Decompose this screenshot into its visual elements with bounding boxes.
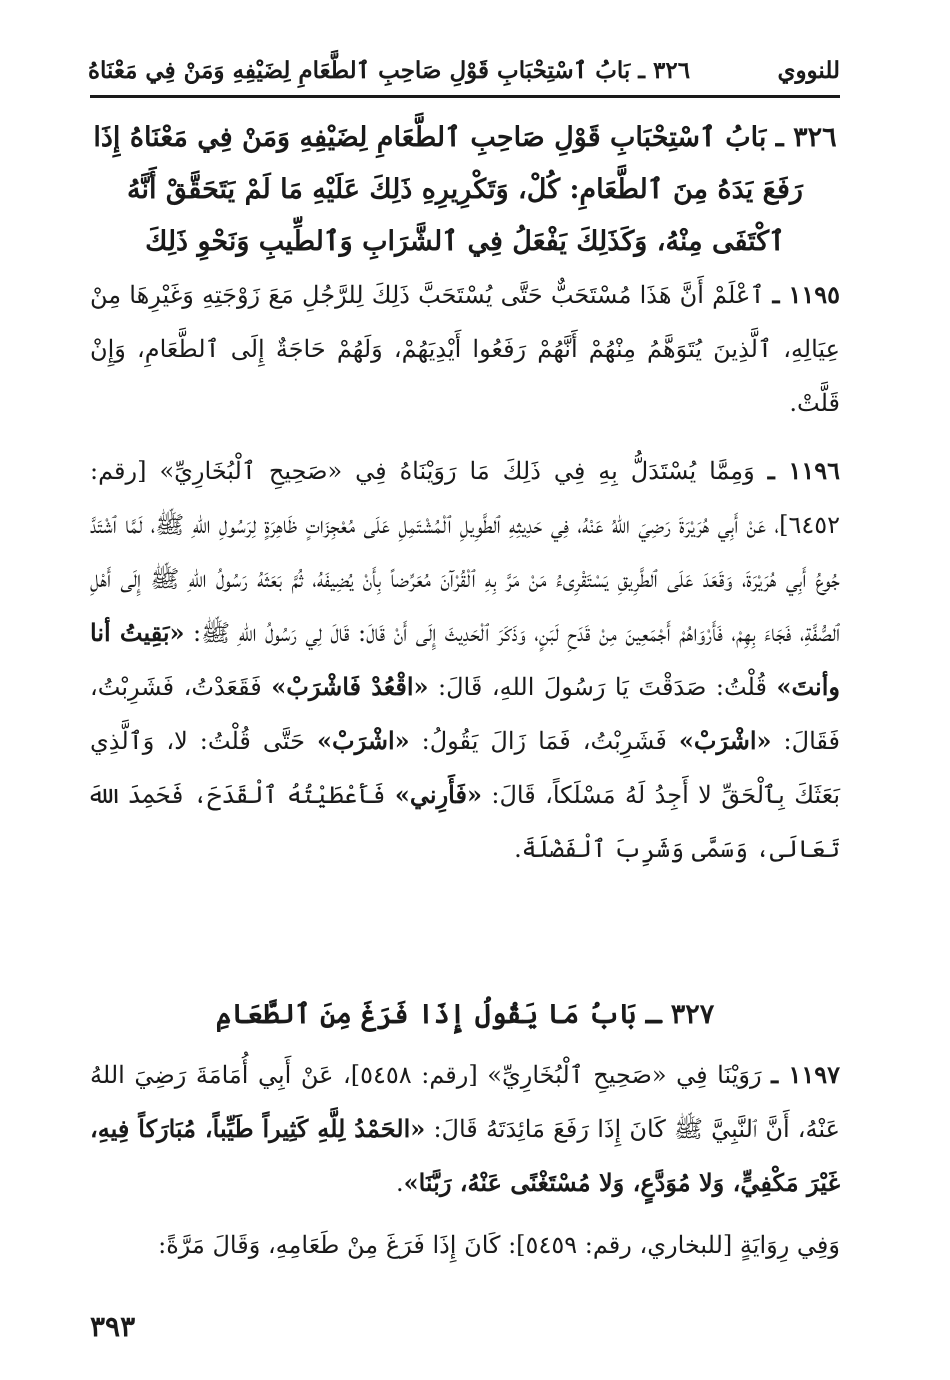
hadith-quote: «فَأَرِني»: [394, 780, 482, 809]
header-author: للنووي: [777, 56, 840, 84]
header-divider: [90, 95, 840, 98]
hadith-quote: «بَقِيتُ أنا وأنتَ»: [90, 618, 840, 701]
paragraph-text: حَتَّى قُلْتُ: لا، وَٱلَّذِي بَعَثَكَ بِٱلْحَقِّ لا أَجِدُ لَهُ مَسْلَكاً، قَالَ:: [90, 727, 841, 809]
header-chapter-title: ٣٢٦ ـ بَابُ ٱسْتِحْبَابِ قَوْلِ صَاحِبِ ٱلطَّعَامِ لِضَيْفِهِ وَمَنْ فِي مَعْنَاهُ: [88, 56, 691, 84]
paragraph-number: ١١٩٦ ـ: [767, 456, 840, 485]
hadith-quote: «اشْرَبْ»: [317, 726, 410, 755]
paragraph-text: رَوَيْنَا فِي «صَحِيحِ ٱلْبُخَارِيِّ» [رقم: ٥٤٥٨]، عَنْ أَبِي أُمَامَةَ رَضِيَ اللهُ عَنْهُ، أَنَّ ٱلنَّبِيَّ ﷺ كَانَ إِذَا رَفَعَ مَائِدَتَهُ قَالَ:: [90, 1061, 840, 1143]
paragraph-text: ٱعْلَمْ أَنَّ هَذَا مُسْتَحَبٌّ حَتَّى يُسْتَحَبَّ ذَلِكَ لِلرَّجُلِ مَعَ زَوْجَتِهِ وَغَيْرِهَا مِنْ عِيَالِهِ، ٱلَّذِينَ يُتَوَهَّمُ مِنْهُمْ أَنَّهُمْ رَفَعُوا أَيْدِيَهُمْ، وَلَهُمْ حَاجَةٌ إِلَى ٱلطَّعَامِ، وَإِنْ قَلَّتْ.: [90, 281, 840, 417]
page-number: ٣٩٣: [90, 1310, 136, 1343]
hadith-quote: «اشْرَبْ»: [678, 726, 772, 755]
paragraph-text: فَقَعَدْتُ، فَشَرِبْتُ، فَقَالَ:: [90, 673, 841, 755]
chapter-327-title: ٣٢٧ ـ بَابُ مَا يَقُولُ إِذَا فَرَغَ مِنَ ٱلطَّعَامِ: [215, 999, 715, 1030]
paragraph-number: ١١٩٥ ـ: [772, 280, 840, 309]
paragraph-text: قُلْتُ: صَدَقْتَ يَا رَسُولَ اللهِ، قَالَ:: [428, 673, 777, 701]
paragraph-text: فَأَعْطَيْتُهُ ٱلْقَدَحَ، فَحَمِدَ اللهَ تَعَالَى، وَسَمَّى وَشَرِبَ ٱلْفَضْلَةَ.: [90, 781, 840, 863]
paragraph-text: وَمِمَّا يُسْتَدَلُّ بِهِ فِي ذَلِكَ مَا رَوَيْنَاهُ فِي «صَحِيحِ ٱلْبُخَارِيِّ» [رقم: ٦٤٥٢]، عَنْ أَبِي هُرَيْرَةَ رَضِيَ اللهُ عَنْهُ، فِي حَدِيثِهِ ٱلطَّوِيلِ ٱلْمُشْتَمِلِ عَلَى مُعْجِزَاتٍ ظَاهِرَةٍ لِرَسُولِ اللهِ ﷺ، لَمَّا ٱشْتَدَّ جُوعُ أَبِي هُرَيْرَةَ، وَقَعَدَ عَلَى ٱلطَّرِيقِ يَسْتَقْرِىءُ مَنْ مَرَّ بِهِ ٱلْقُرْآنَ مُعَرِّضاً بِأَنْ يُضِيفَهُ، ثُمَّ بَعَثَهُ رَسُولُ اللهِ ﷺ إِلَى أَهْلِ ٱلصُّفَّةِ، فَجَاءَ بِهِمْ، فَأَرْوَاهُمْ أَجْمَعِينَ مِنْ قَدَحِ لَبَنٍ، وَذَكَرَ ٱلْحَدِيثَ إِلَى أَنْ قَالَ: قَالَ لِي رَسُولُ اللهِ ﷺ:: [90, 457, 840, 647]
chapter-326-title: ٣٢٦ ـ بَابُ ٱسْتِحْبَابِ قَوْلِ صَاحِبِ ٱلطَّعَامِ لِضَيْفِهِ وَمَنْ فِي مَعْنَاهُ إِذَا رَفَعَ يَدَهُ مِنَ ٱلطَّعَامِ: كُلْ، وَتَكْرِيرِهِ ذَلِكَ عَلَيْهِ مَا لَمْ يَتَحَقَّقْ أَنَّهُ ٱكْتَفَى مِنْهُ، وَكَذَلِكَ يَفْعَلُ فِي ٱلشَّرَابِ وَٱلطِّيبِ وَنَحْوِ ذَلِكَ: [93, 122, 837, 257]
paragraph-1195: [90, 268, 840, 430]
paragraph-text: .: [395, 1169, 404, 1197]
hadith-quote: «الحَمْدُ لِلَّهِ كَثِيراً طَيِّباً، مُبَارَكاً فِيهِ، غَيْرَ مَكْفِيٍّ، وَلا مُوَدَّعٍ، وَلا مُسْتَغْنًى عَنْهُ، رَبَّنَا»: [90, 1114, 840, 1197]
hadith-quote: «اقْعُدْ فَاشْرَبْ»: [271, 672, 429, 701]
paragraph-text: فَشَرِبْتُ، فَمَا زَالَ يَقُولُ:: [409, 727, 679, 755]
running-header: [88, 48, 840, 92]
paragraph-1197: [90, 1048, 840, 1210]
paragraph-1196: [90, 444, 840, 876]
paragraph-riwaya: [90, 1218, 840, 1272]
paragraph-number: ١١٩٧ ـ: [771, 1060, 840, 1089]
paragraph-text: وَفِي رِوَايَةٍ [للبخاري، رقم: ٥٤٥٩]: كَانَ إِذَا فَرَغَ مِنْ طَعَامِهِ، وَقَالَ مَرَّةً:: [158, 1231, 840, 1259]
